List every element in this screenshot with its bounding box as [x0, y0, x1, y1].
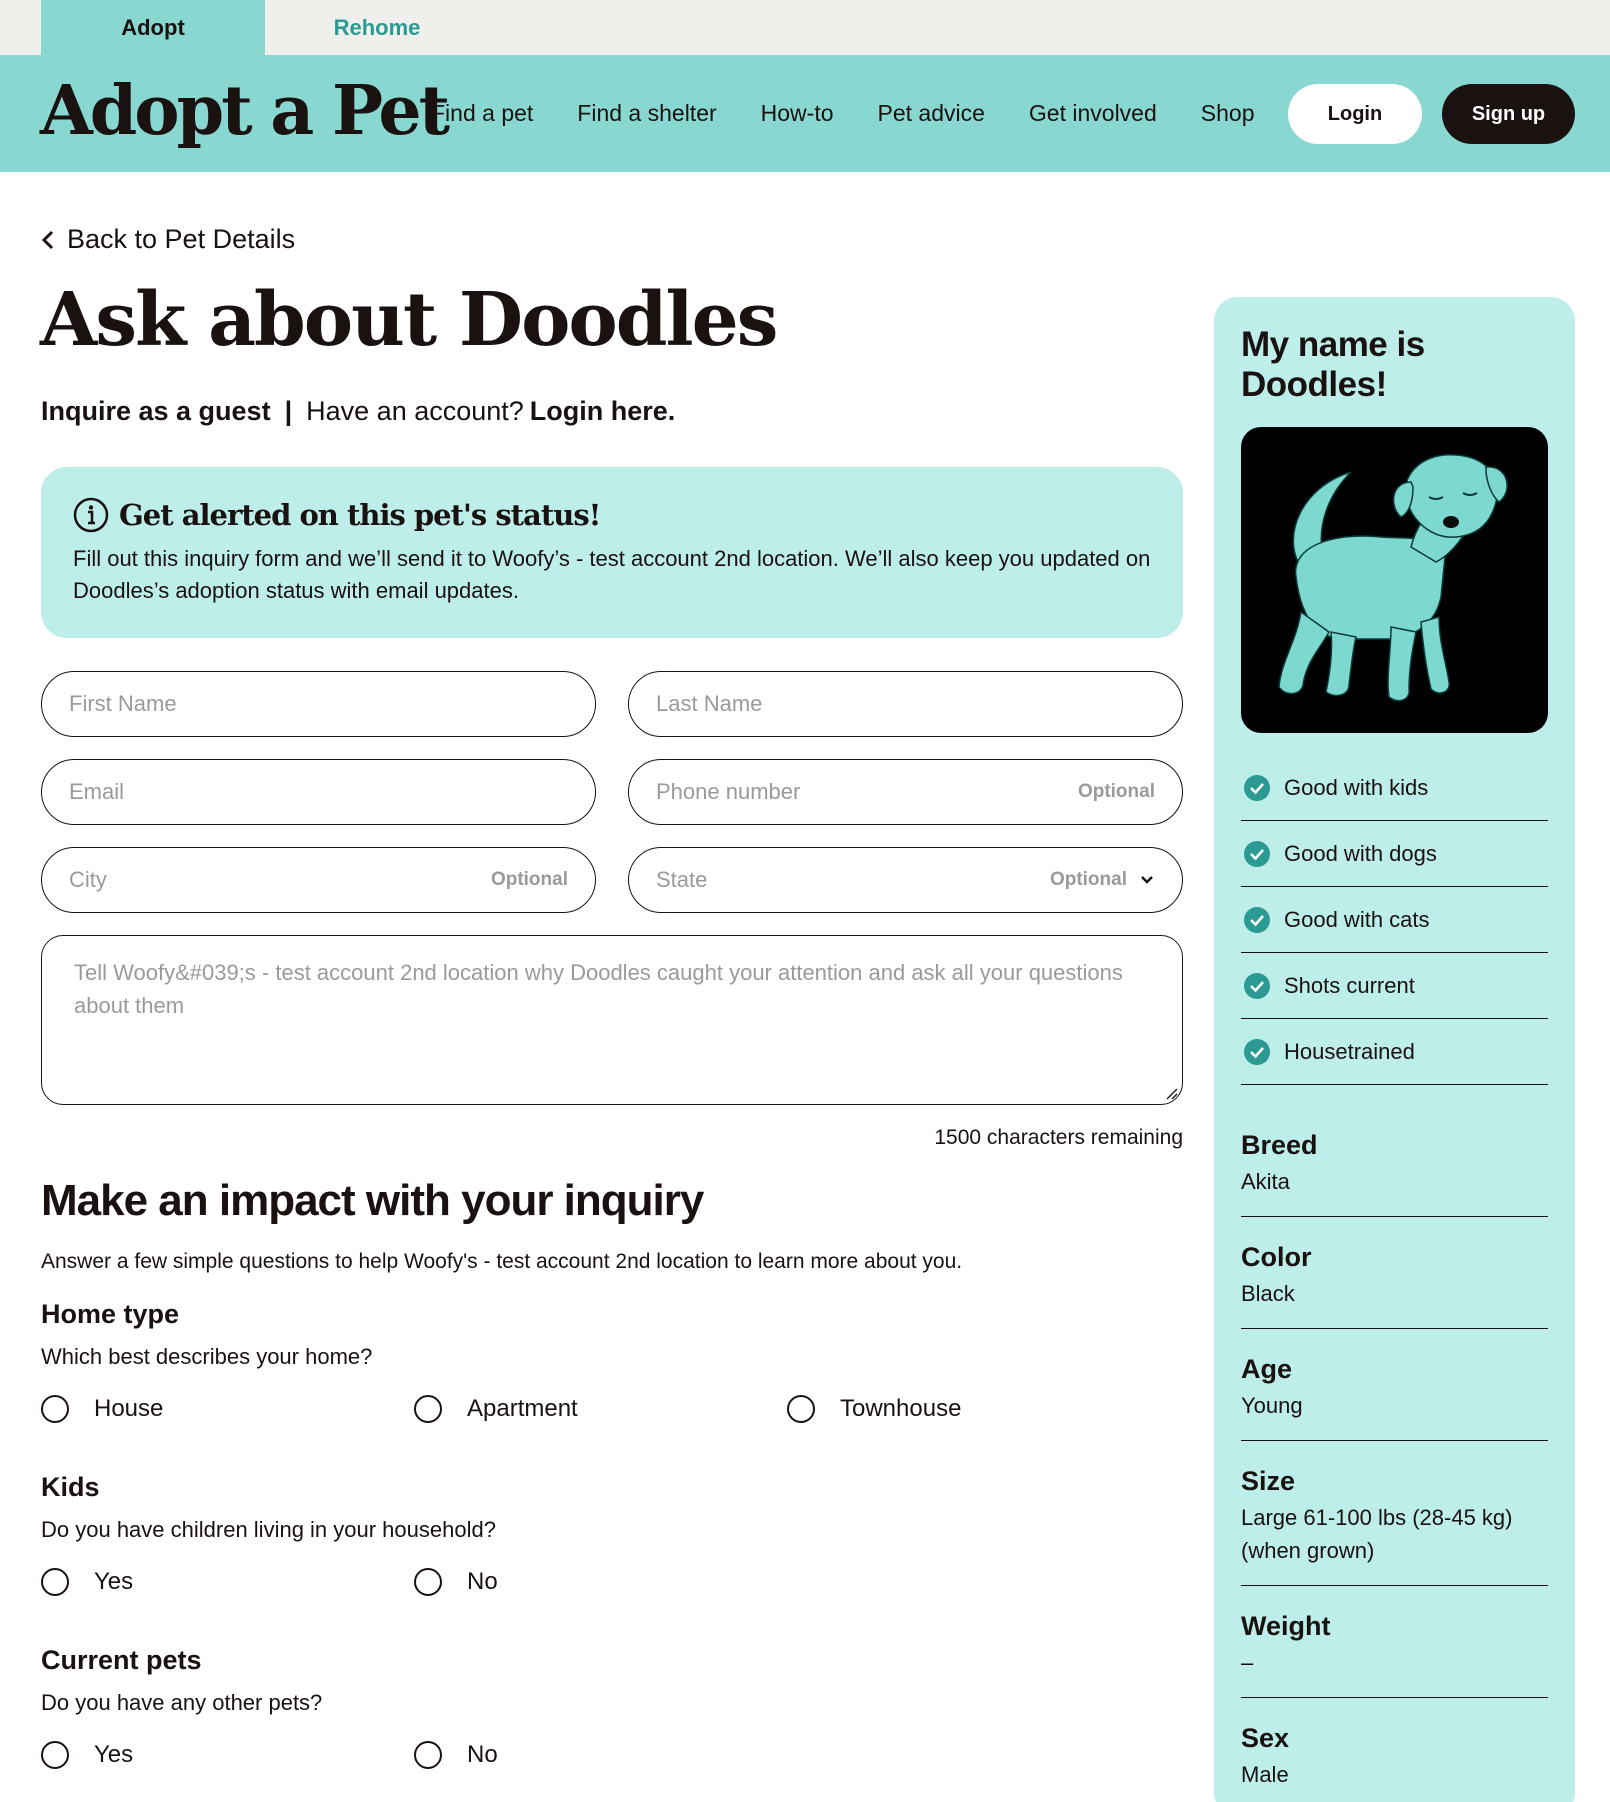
resize-handle-icon[interactable]	[1164, 1086, 1178, 1100]
trait-item	[1241, 755, 1548, 821]
optional-tag: Optional	[490, 869, 568, 890]
radio-home-house[interactable]	[41, 1395, 163, 1423]
fact-label: Weight	[1241, 1611, 1331, 1641]
characters-remaining: 1500 characters remaining	[934, 1126, 1183, 1149]
trait-label: Housetrained	[1284, 1038, 1415, 1064]
trait-item	[1241, 887, 1548, 953]
fact-breed	[1241, 1127, 1548, 1217]
login-button[interactable]: Login	[1288, 84, 1422, 144]
check-circle-icon	[1243, 774, 1271, 802]
top-tab-bar	[0, 0, 1610, 55]
fact-list	[1241, 1127, 1548, 1802]
trait-label: Good with kids	[1284, 774, 1429, 800]
radio-circle	[787, 1395, 815, 1423]
state-placeholder: State	[656, 867, 708, 892]
pet-image	[1241, 427, 1548, 733]
alert-body: Fill out this inquiry form and we’ll send it to Woofy’s - test account 2nd location. We’ll also keep you updated on Doodles’s adoption status with email updates.	[73, 546, 1151, 603]
fact-label: Age	[1241, 1354, 1293, 1384]
radio-label: Yes	[94, 1741, 134, 1768]
trait-item	[1241, 1019, 1548, 1085]
question-current-pets-title: Current pets	[41, 1645, 202, 1675]
radio-label: Yes	[94, 1568, 134, 1595]
fact-value: –	[1241, 1650, 1254, 1675]
radio-circle	[414, 1395, 442, 1423]
account-prompt: Have an account?	[306, 396, 524, 426]
trait-item	[1241, 821, 1548, 887]
tab-rehome[interactable]: Rehome	[333, 14, 421, 40]
dog-illustration-icon	[1241, 427, 1548, 733]
login-here-link[interactable]: Login here.	[529, 396, 676, 426]
fact-value: Large 61-100 lbs (28-45 kg) (when grown)	[1241, 1505, 1513, 1563]
impact-section-title: Make an impact with your inquiry	[41, 1176, 704, 1225]
radio-circle	[41, 1568, 69, 1596]
main-nav	[431, 55, 1299, 172]
question-current-pets-subtitle: Do you have any other pets?	[41, 1690, 323, 1715]
info-icon	[73, 497, 109, 533]
question-home-type-subtitle: Which best describes your home?	[41, 1344, 373, 1369]
alert-title: Get alerted on this pet's status!	[119, 498, 601, 532]
last-name-placeholder: Last Name	[656, 691, 763, 716]
signup-button[interactable]: Sign up	[1442, 84, 1575, 144]
back-to-pet-details-link[interactable]	[41, 224, 295, 255]
fact-value: Black	[1241, 1281, 1295, 1306]
check-circle-icon	[1243, 906, 1271, 934]
fact-value: Akita	[1241, 1169, 1290, 1194]
state-select[interactable]	[628, 847, 1183, 913]
radio-pets-no[interactable]	[414, 1741, 498, 1769]
fact-sex	[1241, 1720, 1548, 1802]
pet-summary-card	[1214, 297, 1575, 1802]
radio-label: Townhouse	[840, 1395, 962, 1422]
check-circle-icon	[1243, 1038, 1271, 1066]
nav-how-to[interactable]: How-to	[760, 100, 834, 126]
logo[interactable]: Adopt a Pet	[40, 71, 448, 151]
back-link-label: Back to Pet Details	[67, 224, 296, 254]
radio-label: No	[467, 1741, 498, 1768]
nav-shop[interactable]: Shop	[1200, 100, 1255, 126]
radio-label: House	[94, 1395, 164, 1422]
city-placeholder: City	[69, 867, 107, 892]
city-field[interactable]	[41, 847, 596, 913]
fact-label: Breed	[1241, 1130, 1318, 1160]
radio-circle	[414, 1741, 442, 1769]
first-name-placeholder: First Name	[69, 691, 177, 716]
trait-label: Good with cats	[1284, 906, 1430, 932]
question-kids-title: Kids	[41, 1472, 100, 1502]
fact-value: Young	[1241, 1393, 1303, 1418]
tab-adopt[interactable]: Adopt	[41, 0, 265, 55]
nav-find-a-pet[interactable]: Find a pet	[431, 100, 534, 126]
trait-item	[1241, 953, 1548, 1019]
question-home-type-title: Home type	[41, 1299, 180, 1329]
fact-weight	[1241, 1608, 1548, 1698]
radio-label: No	[467, 1568, 498, 1595]
separator: |	[284, 396, 293, 426]
trait-label: Good with dogs	[1284, 840, 1437, 866]
trait-label: Shots current	[1284, 972, 1415, 998]
email-placeholder: Email	[69, 779, 125, 804]
optional-tag: Optional	[1077, 781, 1155, 802]
fact-label: Size	[1241, 1466, 1296, 1496]
radio-home-townhouse[interactable]	[787, 1395, 961, 1423]
radio-kids-yes[interactable]	[41, 1568, 133, 1596]
phone-field[interactable]	[628, 759, 1183, 825]
radio-circle	[41, 1395, 69, 1423]
fact-color	[1241, 1239, 1548, 1329]
email-field[interactable]	[41, 759, 596, 825]
chevron-down-icon	[1139, 874, 1155, 886]
status-alert-box	[41, 467, 1183, 638]
radio-label: Apartment	[467, 1395, 578, 1422]
radio-circle	[41, 1741, 69, 1769]
check-circle-icon	[1243, 972, 1271, 1000]
fact-size	[1241, 1463, 1548, 1586]
fact-label: Sex	[1241, 1723, 1290, 1753]
message-textarea[interactable]	[41, 935, 1183, 1105]
nav-get-involved[interactable]: Get involved	[1028, 100, 1157, 126]
check-circle-icon	[1243, 840, 1271, 868]
message-placeholder: Tell Woofy&#039;s - test account 2nd location why Doodles caught your attention and ask all your questions about them	[74, 960, 1123, 1018]
trait-list	[1241, 755, 1548, 1085]
radio-home-apartment[interactable]	[414, 1395, 578, 1423]
fact-value: Male	[1241, 1762, 1289, 1787]
fact-age	[1241, 1351, 1548, 1441]
pet-name-heading: My name is Doodles!	[1241, 325, 1425, 404]
first-name-field[interactable]	[41, 671, 596, 737]
nav-find-a-shelter[interactable]: Find a shelter	[577, 100, 717, 126]
guest-label: Inquire as a guest	[41, 396, 271, 426]
nav-pet-advice[interactable]: Pet advice	[877, 100, 985, 126]
site-header	[0, 55, 1610, 172]
last-name-field[interactable]	[628, 671, 1183, 737]
optional-tag: Optional	[1049, 869, 1127, 890]
radio-pets-yes[interactable]	[41, 1741, 133, 1769]
impact-section-description: Answer a few simple questions to help Woofy's - test account 2nd location to learn more about you.	[41, 1250, 963, 1273]
radio-circle	[414, 1568, 442, 1596]
fact-label: Color	[1241, 1242, 1312, 1272]
page-title: Ask about Doodles	[40, 277, 777, 363]
guest-login-line	[41, 396, 675, 427]
chevron-left-icon	[41, 230, 55, 250]
phone-placeholder: Phone number	[656, 779, 801, 804]
question-kids-subtitle: Do you have children living in your household?	[41, 1517, 496, 1542]
radio-kids-no[interactable]	[414, 1568, 498, 1596]
